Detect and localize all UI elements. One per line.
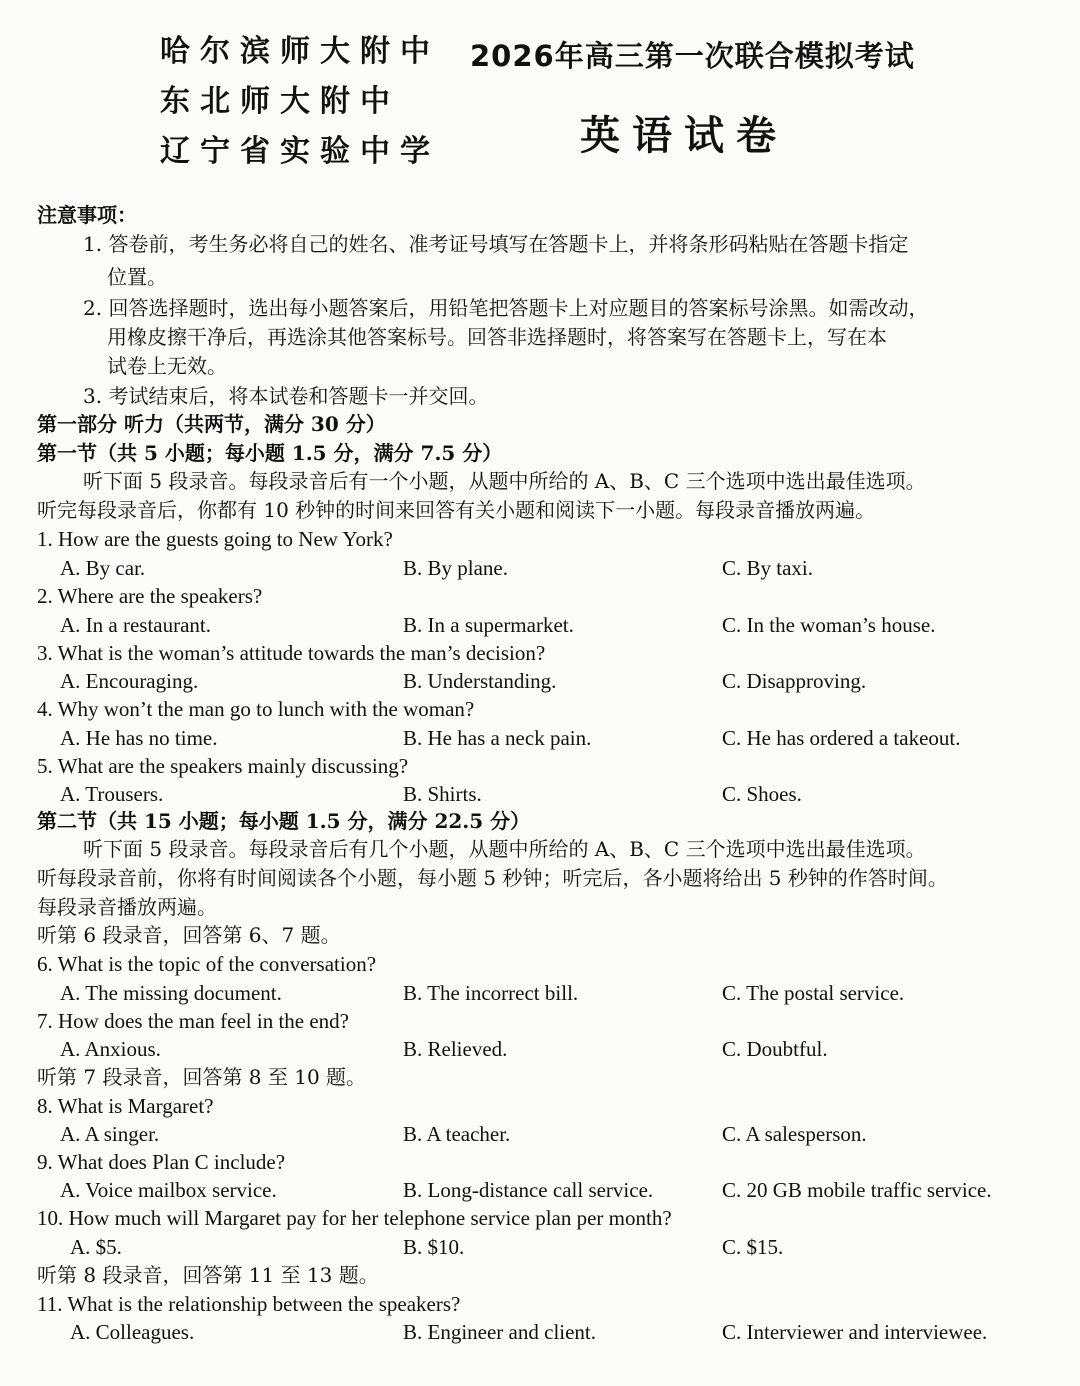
option-c: C. In the woman’s house. [722,613,936,637]
option-c: C. By taxi. [722,556,814,580]
option-a: A. In a restaurant. [60,613,212,637]
question-options [0,1035,1080,1063]
question-stem: 2. Where are the speakers? [37,584,263,608]
question-options [0,554,1080,582]
option-b: B. Shirts. [403,782,482,806]
question-stem: 10. How much will Margaret pay for her telephone service plan per month? [37,1206,672,1230]
question-options [0,724,1080,752]
notice-item-3: 3. 考试结束后，将本试卷和答题卡一并交回。 [83,384,489,408]
option-b: B. He has a neck pain. [403,726,592,750]
option-a: A. Anxious. [60,1037,161,1061]
section2-heading: 第二节（共 15 小题；每小题 1.5 分，满分 22.5 分） [37,809,531,833]
notice-item-2-cont: 用橡皮擦干净后，再选涂其他答案标号。回答非选择题时，将答案写在答题卡上，写在本 [107,325,887,349]
option-b: B. A teacher. [403,1122,511,1146]
option-b: B. $10. [403,1235,465,1259]
option-c: C. Shoes. [722,782,802,806]
option-b: B. Engineer and client. [403,1320,597,1344]
audio-note: 听第 7 段录音，回答第 8 至 10 题。 [37,1065,367,1089]
section2-instruction-1: 听下面 5 段录音。每段录音后有几个小题，从题中所给的 A、B、C 三个选项中选出最佳选项。 [83,837,926,861]
question-stem: 9. What does Plan C include? [37,1150,286,1174]
question-options [0,611,1080,639]
question-options [0,1318,1080,1346]
option-c: C. $15. [722,1235,784,1259]
question-stem: 11. What is the relationship between the speakers? [37,1292,461,1316]
question-options [0,1176,1080,1204]
option-c: C. Interviewer and interviewee. [722,1320,988,1344]
exam-title: 2026年高三第一次联合模拟考试 [470,39,915,73]
paper-title: 英语试卷 [580,113,788,159]
section2-instruction-2: 听每段录音前，你将有时间阅读各个小题，每小题 5 秒钟；听完后，各小题将给出 5 秒钟的作答时间。 [37,866,948,890]
option-c: C. He has ordered a takeout. [722,726,961,750]
section1-heading: 第一节（共 5 小题；每小题 1.5 分，满分 7.5 分） [37,441,503,465]
option-c: C. Disapproving. [722,669,867,693]
option-c: C. The postal service. [722,981,905,1005]
option-c: C. A salesperson. [722,1122,867,1146]
audio-note: 听第 6 段录音，回答第 6、7 题。 [37,923,341,947]
notice-item-2: 2. 回答选择题时，选出每小题答案后，用铅笔把答题卡上对应题目的答案标号涂黑。如需改动， [83,296,929,320]
option-a: A. Colleagues. [70,1320,195,1344]
question-stem: 7. How does the man feel in the end? [37,1009,349,1033]
option-a: A. The missing document. [60,981,282,1005]
question-options [0,979,1080,1007]
notice-item-2-cont-2: 试卷上无效。 [107,354,227,378]
question-stem: 5. What are the speakers mainly discussing? [37,754,409,778]
option-b: B. Relieved. [403,1037,508,1061]
question-stem: 1. How are the guests going to New York? [37,527,393,551]
option-a: A. Encouraging. [60,669,199,693]
option-b: B. The incorrect bill. [403,981,579,1005]
question-options [0,780,1080,808]
question-options [0,667,1080,695]
option-a: A. By car. [60,556,146,580]
option-b: B. In a supermarket. [403,613,574,637]
option-a: A. A singer. [60,1122,160,1146]
option-c: C. Doubtful. [722,1037,828,1061]
option-a: A. Trousers. [60,782,164,806]
section2-instruction-3: 每段录音播放两遍。 [37,895,217,919]
question-options [0,1120,1080,1148]
option-a: A. He has no time. [60,726,218,750]
notice-item-1: 1. 答卷前，考生务必将自己的姓名、准考证号填写在答题卡上，并将条形码粘贴在答题卡指定 [83,232,909,256]
question-options [0,1233,1080,1261]
question-stem: 4. Why won’t the man go to lunch with the woman? [37,697,475,721]
section1-instruction-2: 听完每段录音后，你都有 10 秒钟的时间来回答有关小题和阅读下一小题。每段录音播放两遍。 [37,498,876,522]
option-b: B. By plane. [403,556,508,580]
option-b: B. Understanding. [403,669,557,693]
option-b: B. Long-distance call service. [403,1178,654,1202]
question-stem: 3. What is the woman’s attitude towards the man’s decision? [37,641,546,665]
question-stem: 6. What is the topic of the conversation? [37,952,377,976]
option-a: A. $5. [70,1235,122,1259]
option-a: A. Voice mailbox service. [60,1178,277,1202]
notice-heading: 注意事项： [37,203,137,227]
question-stem: 8. What is Margaret? [37,1094,214,1118]
notice-item-1-cont: 位置。 [107,265,167,289]
section1-instruction-1: 听下面 5 段录音。每段录音后有一个小题，从题中所给的 A、B、C 三个选项中选出最佳选项。 [83,469,926,493]
option-c: C. 20 GB mobile traffic service. [722,1178,992,1202]
school-name-2: 东北师大附中 [160,84,400,119]
part1-heading: 第一部分 听力（共两节，满分 30 分） [37,412,386,436]
school-name-1: 哈尔滨师大附中 [160,34,440,69]
school-name-3: 辽宁省实验中学 [160,134,440,169]
audio-note: 听第 8 段录音，回答第 11 至 13 题。 [37,1263,379,1287]
